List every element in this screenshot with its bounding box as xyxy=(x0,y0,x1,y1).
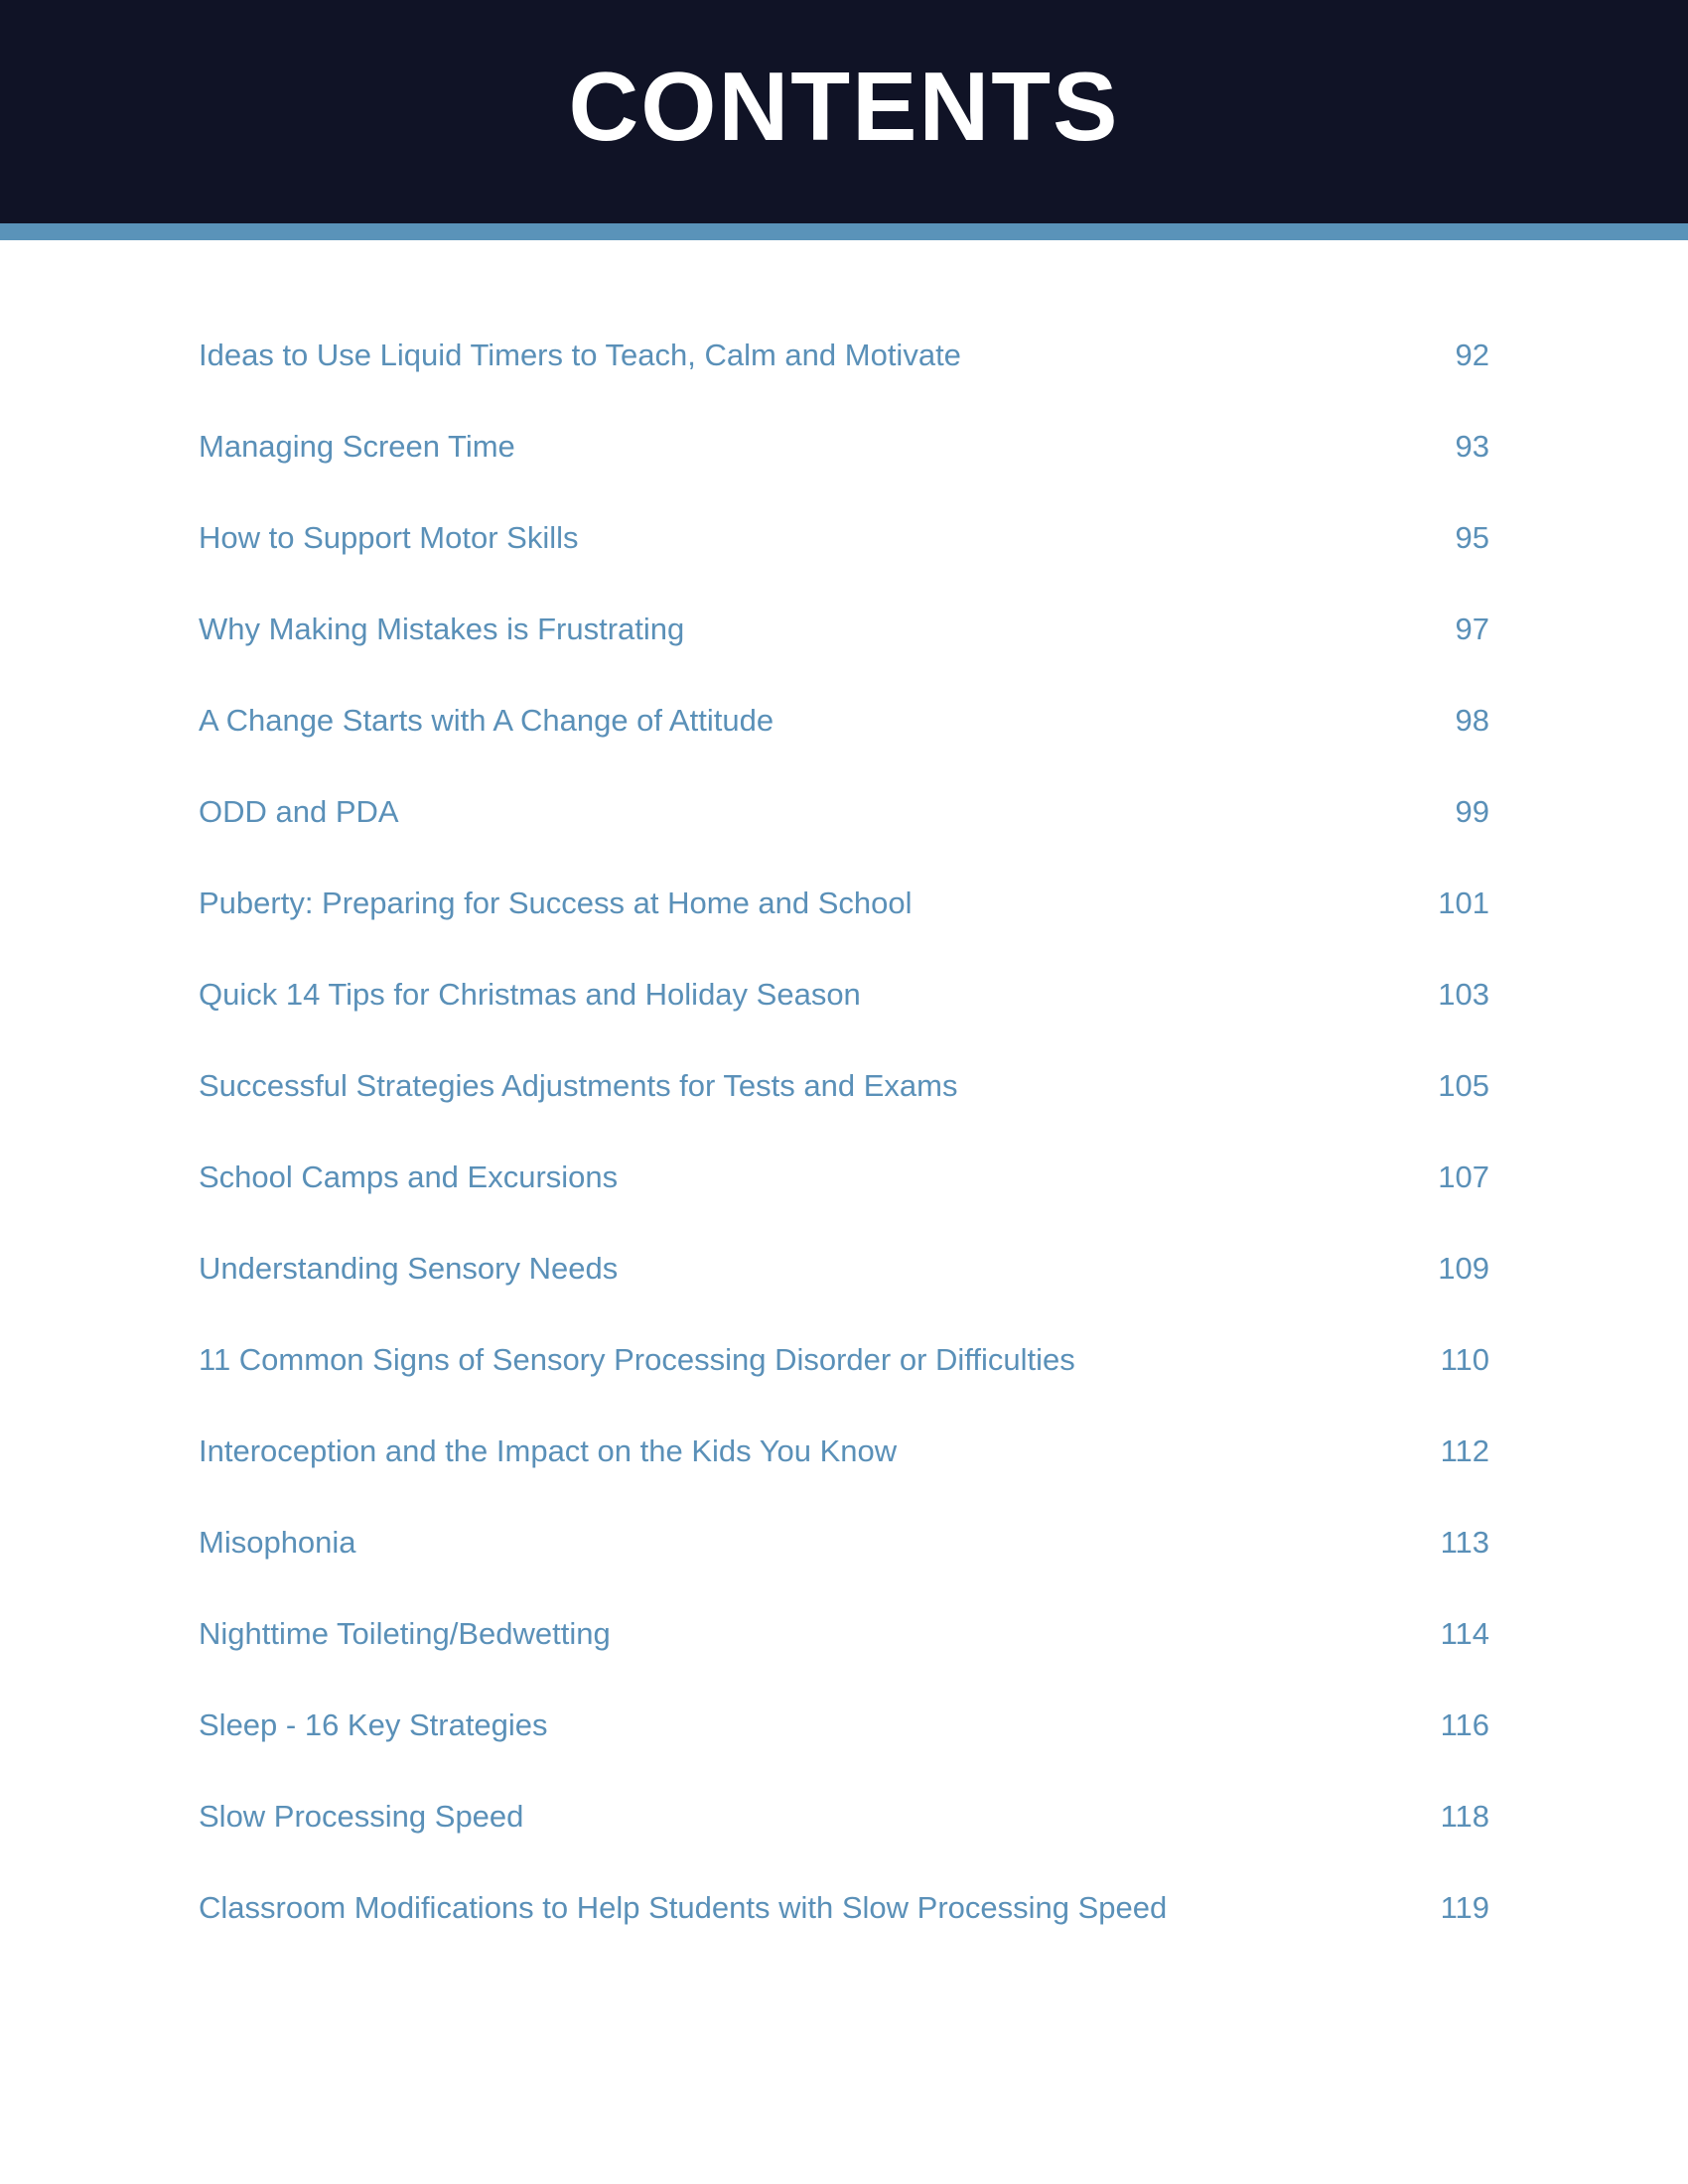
toc-entry-page-number[interactable]: 105 xyxy=(1438,1068,1489,1103)
toc-entry-page-number[interactable]: 93 xyxy=(1455,429,1489,464)
toc-entry[interactable] xyxy=(199,401,1489,492)
toc-entry[interactable] xyxy=(199,1497,1489,1588)
toc-entry[interactable] xyxy=(199,1223,1489,1314)
toc-entry[interactable] xyxy=(199,584,1489,675)
toc-entry[interactable] xyxy=(199,1314,1489,1406)
toc-entry-page-number[interactable]: 112 xyxy=(1440,1433,1489,1468)
toc-entry-page-number[interactable]: 103 xyxy=(1438,977,1489,1012)
toc-entry-page-number[interactable]: 101 xyxy=(1438,886,1489,920)
toc-entry-title[interactable]: Understanding Sensory Needs xyxy=(199,1251,619,1286)
toc-entry-page-number[interactable]: 110 xyxy=(1440,1342,1489,1377)
toc-entry[interactable] xyxy=(199,675,1489,766)
toc-entry-title[interactable]: Interoception and the Impact on the Kids You Know xyxy=(199,1433,898,1468)
toc-entry[interactable] xyxy=(199,1862,1489,1954)
toc-entry-page-number[interactable]: 113 xyxy=(1440,1525,1489,1560)
toc-entry-title[interactable]: Ideas to Use Liquid Timers to Teach, Calm and Motivate xyxy=(199,338,961,372)
toc-entry-title[interactable]: Managing Screen Time xyxy=(199,429,515,464)
toc-entry-page-number[interactable]: 114 xyxy=(1440,1616,1489,1651)
toc-entry-title[interactable]: Slow Processing Speed xyxy=(199,1799,524,1834)
toc-entry-title[interactable]: How to Support Motor Skills xyxy=(199,520,579,555)
page-title: CONTENTS xyxy=(568,52,1120,161)
toc-entry[interactable] xyxy=(199,1132,1489,1223)
toc-entry-page-number[interactable]: 119 xyxy=(1440,1890,1489,1925)
toc-entry-title[interactable]: Why Making Mistakes is Frustrating xyxy=(199,612,685,646)
toc-entry-title[interactable]: Successful Strategies Adjustments for Tests and Exams xyxy=(199,1068,958,1103)
table-of-contents xyxy=(199,310,1489,1954)
toc-entry-title[interactable]: Quick 14 Tips for Christmas and Holiday Season xyxy=(199,977,861,1012)
toc-entry-title[interactable]: A Change Starts with A Change of Attitude xyxy=(199,703,774,738)
toc-entry-page-number[interactable]: 98 xyxy=(1455,703,1489,738)
toc-entry-title[interactable]: Misophonia xyxy=(199,1525,356,1560)
toc-entry[interactable] xyxy=(199,492,1489,584)
toc-entry-page-number[interactable]: 116 xyxy=(1440,1707,1489,1742)
toc-entry-page-number[interactable]: 97 xyxy=(1455,612,1489,646)
toc-entry-title[interactable]: Sleep - 16 Key Strategies xyxy=(199,1707,548,1742)
toc-entry-page-number[interactable]: 107 xyxy=(1438,1160,1489,1194)
toc-entry-page-number[interactable]: 109 xyxy=(1438,1251,1489,1286)
toc-entry[interactable] xyxy=(199,949,1489,1040)
toc-entry-title[interactable]: ODD and PDA xyxy=(199,794,399,829)
toc-entry-page-number[interactable]: 118 xyxy=(1440,1799,1489,1834)
toc-entry-title[interactable]: Classroom Modifications to Help Students with Slow Processing Speed xyxy=(199,1890,1168,1925)
toc-entry[interactable] xyxy=(199,1680,1489,1771)
toc-entry-title[interactable]: Puberty: Preparing for Success at Home and School xyxy=(199,886,913,920)
toc-entry[interactable] xyxy=(199,1771,1489,1862)
toc-entry[interactable] xyxy=(199,1588,1489,1680)
toc-entry-page-number[interactable]: 95 xyxy=(1455,520,1489,555)
toc-entry[interactable] xyxy=(199,1406,1489,1497)
toc-entry-page-number[interactable]: 99 xyxy=(1455,794,1489,829)
toc-entry[interactable] xyxy=(199,766,1489,858)
toc-entry[interactable] xyxy=(199,858,1489,949)
toc-entry[interactable] xyxy=(199,310,1489,401)
header-stripe-divider xyxy=(0,223,1688,240)
toc-entry-page-number[interactable]: 92 xyxy=(1455,338,1489,372)
toc-entry[interactable] xyxy=(199,1040,1489,1132)
toc-entry-title[interactable]: Nighttime Toileting/Bedwetting xyxy=(199,1616,611,1651)
toc-entry-title[interactable]: School Camps and Excursions xyxy=(199,1160,619,1194)
toc-entry-title[interactable]: 11 Common Signs of Sensory Processing Disorder or Difficulties xyxy=(199,1342,1075,1377)
header-band xyxy=(0,0,1688,223)
